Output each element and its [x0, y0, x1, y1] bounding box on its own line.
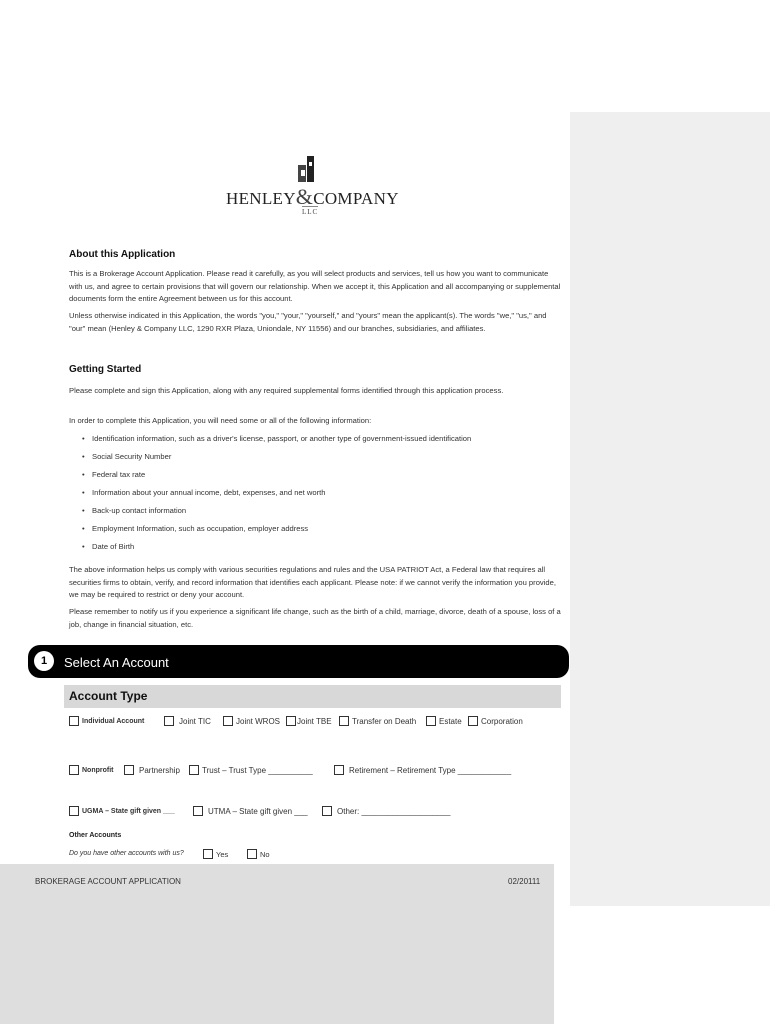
bullet-item: • Social Security Number — [82, 452, 172, 461]
about-heading: About this Application — [69, 249, 176, 260]
checkbox[interactable] — [223, 716, 233, 726]
page-footer — [0, 864, 554, 1024]
bullet-item: • Back-up contact information — [82, 506, 187, 515]
footer-form-date: 02/20111 — [508, 877, 541, 886]
getting-started-heading: Getting Started — [69, 364, 142, 375]
checkbox[interactable] — [286, 716, 296, 726]
getting-started-paragraph-2: In order to complete this Application, you will need some or all of the following information: — [69, 416, 372, 425]
other-accounts-heading: Other Accounts — [69, 832, 122, 839]
about-paragraph-2: Unless otherwise indicated in this Application, the words "you," "your," "yourself," and "yours" mean the applicant(s). The words "we," "us," and "our" mean (Henley & Company LLC, 1290 RXR Plaza, Uniondale, NY 11556) and our branches, subsidiaries, and affiliates. — [69, 311, 547, 333]
bullet-item: • Date of Birth — [82, 542, 135, 551]
checkbox[interactable] — [164, 716, 174, 726]
logo-wordmark: HENLEY&COMPANY — [226, 184, 399, 209]
checkbox[interactable] — [189, 765, 199, 775]
option-estate[interactable]: Estate — [426, 716, 462, 726]
footer-form-title: BROKERAGE ACCOUNT APPLICATION — [35, 877, 181, 886]
checkbox[interactable] — [193, 806, 203, 816]
option-joint-tic[interactable]: Joint TIC — [164, 716, 211, 726]
checkbox[interactable] — [339, 716, 349, 726]
section-title: Select An Account — [64, 655, 169, 670]
building-logo-icon — [297, 156, 315, 182]
checkbox[interactable] — [468, 716, 478, 726]
checkbox[interactable] — [69, 765, 79, 775]
option-other[interactable]: Other: ____________________ — [322, 806, 450, 816]
checkbox[interactable] — [203, 849, 213, 859]
bullet-item: • Information about your annual income, debt, expenses, and net worth — [82, 488, 326, 497]
option-other-accounts-yes[interactable]: Yes — [203, 849, 228, 859]
option-ugma[interactable]: UGMA – State gift given ___ — [69, 806, 175, 816]
option-individual-account[interactable]: Individual Account — [69, 716, 144, 726]
checkbox[interactable] — [69, 716, 79, 726]
option-partnership[interactable]: Partnership — [124, 765, 180, 775]
getting-started-paragraph-3: The above information helps us comply with various securities regulations and rules and the USA PATRIOT Act, a Federal law that requires all securities firms to obtain, verify, and record information that identifies each applicant. Please note: if we cannot verify the information you provide, we may be required to restrict or deny your account. — [69, 565, 556, 600]
option-retirement[interactable]: Retirement – Retirement Type ____________ — [334, 765, 511, 775]
option-transfer-on-death[interactable]: Transfer on Death — [339, 716, 416, 726]
about-paragraph-1: This is a Brokerage Account Application. Please read it carefully, as you will select products and services, tell us how you want to communicate with us, and agree to certain provisions that will govern our relationship. When we accept it, this Application and all accompanying or supplemental documents form the entire Agreement between us for this account. — [69, 269, 561, 304]
checkbox[interactable] — [69, 806, 79, 816]
bullet-item: • Identification information, such as a driver's license, passport, or another type of government-issued identification — [82, 434, 472, 443]
option-other-accounts-no[interactable]: No — [247, 849, 270, 859]
logo-llc: LLC — [302, 208, 319, 216]
getting-started-paragraph-1: Please complete and sign this Application, along with any required supplemental forms identified through this application process. — [69, 386, 504, 395]
company-logo — [226, 156, 408, 220]
option-nonprofit[interactable]: Nonprofit — [69, 765, 114, 775]
side-panel — [570, 112, 770, 906]
option-joint-wros[interactable]: Joint WROS — [223, 716, 280, 726]
bullet-item: • Federal tax rate — [82, 470, 146, 479]
getting-started-paragraph-4: Please remember to notify us if you experience a significant life change, such as the birth of a child, marriage, divorce, death of a spouse, loss of a job, change in financial situation, etc. — [69, 607, 561, 629]
account-type-heading: Account Type — [69, 689, 148, 703]
bullet-item: • Employment Information, such as occupation, employer address — [82, 524, 309, 533]
option-trust[interactable]: Trust – Trust Type __________ — [189, 765, 313, 775]
option-corporation[interactable]: Corporation — [468, 716, 523, 726]
option-utma[interactable]: UTMA – State gift given ___ — [193, 806, 308, 816]
checkbox[interactable] — [334, 765, 344, 775]
section-number-badge: 1 — [34, 651, 54, 671]
other-accounts-question: Do you have other accounts with us? — [69, 850, 184, 857]
checkbox[interactable] — [247, 849, 257, 859]
checkbox[interactable] — [124, 765, 134, 775]
checkbox[interactable] — [322, 806, 332, 816]
option-joint-tbe[interactable]: Joint TBE — [286, 716, 332, 726]
checkbox[interactable] — [426, 716, 436, 726]
